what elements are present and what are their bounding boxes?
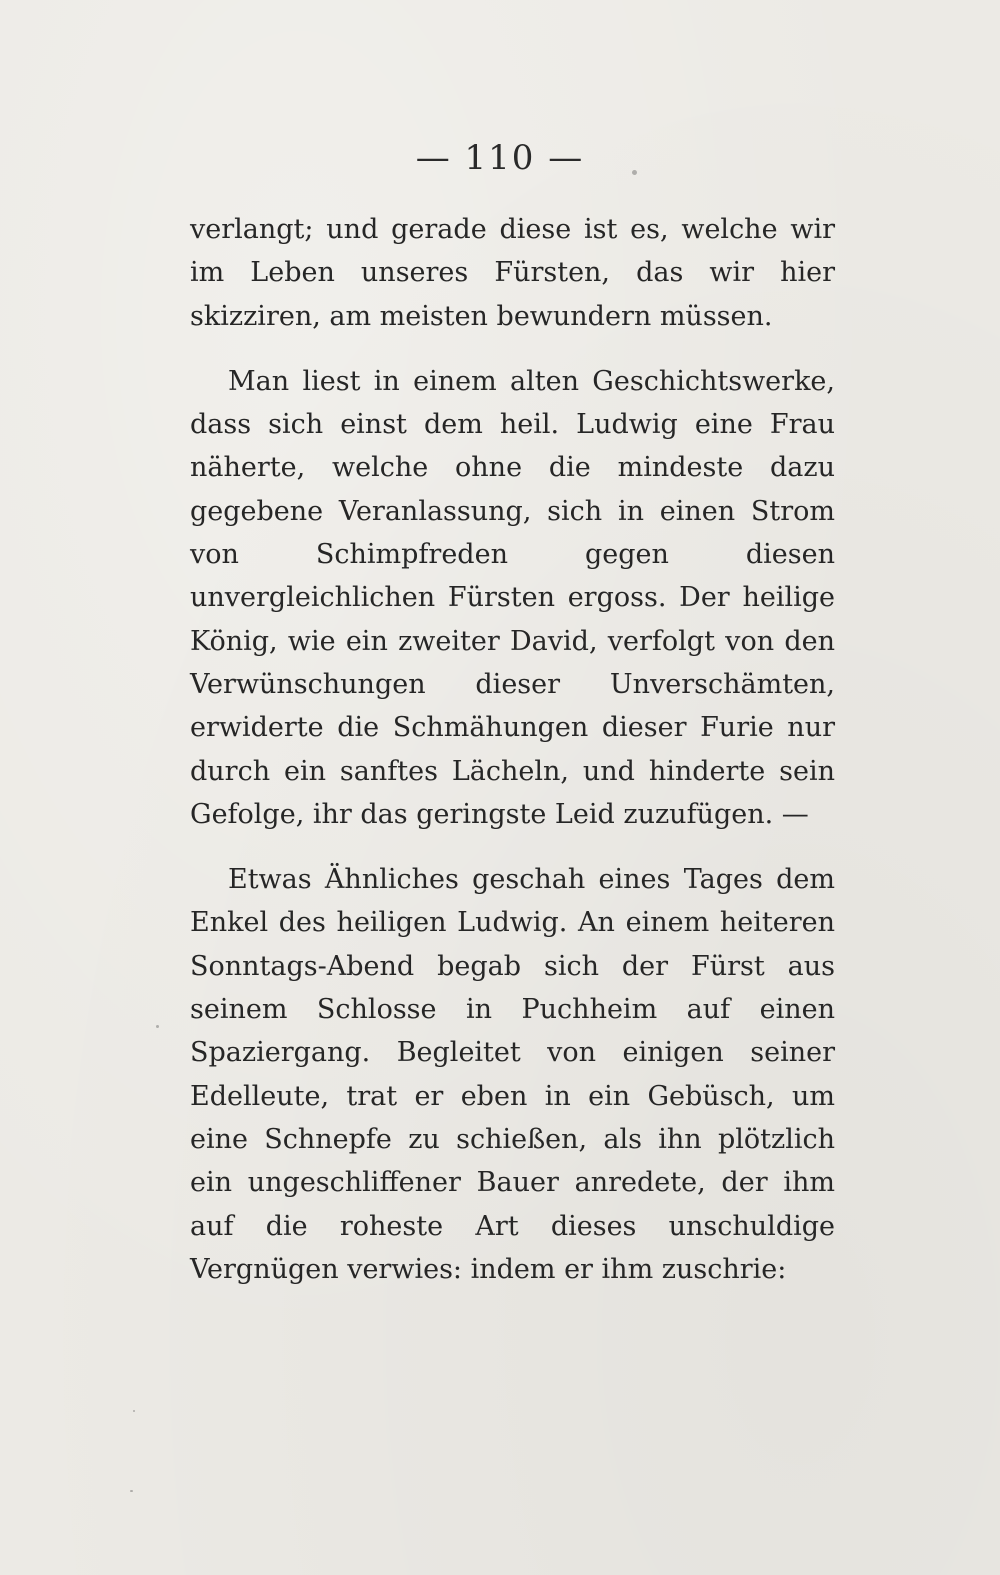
paper-speck xyxy=(130,1490,133,1492)
paragraph-2: Man liest in einem alten Geschichtswerke, dass sich einst dem heil. Ludwig eine Frau näherte, welche ohne die mindeste dazu gegebene Veranlassung, sich in einen Strom von Schimpfreden gegen diesen unvergleichlichen Fürsten ergoss. Der heilige König, wie ein zweiter David, verfolgt von den Verwünschungen dieser Unverschämten, erwiderte die Schmähungen dieser Furie nur durch ein sanftes Lächeln, und hinderte sein Gefolge, ihr das geringste Leid zuzufügen. — xyxy=(190,365,835,830)
paragraph-1: verlangt; und gerade diese ist es, welche wir im Leben unseres Fürsten, das wir hier skizziren, am meisten bewundern müssen. xyxy=(190,214,835,332)
body-text xyxy=(190,208,835,1291)
paper-speck xyxy=(632,170,637,175)
paper-speck xyxy=(133,1410,135,1412)
paper-speck xyxy=(156,1025,159,1028)
page-number: — 110 — xyxy=(415,138,585,178)
paragraph-3: Etwas Ähnliches geschah eines Tages dem Enkel des heiligen Ludwig. An einem heiteren Sonntags-Abend begab sich der Fürst aus seinem Schlosse in Puchheim auf einen Spaziergang. Begleitet von einigen seiner Edelleute, trat er eben in ein Gebüsch, um eine Schnepfe zu schießen, als ihn plötzlich ein ungeschliffener Bauer anredete, der ihm auf die roheste Art dieses unschuldige Vergnügen verwies: indem er ihm zuschrie: xyxy=(190,864,835,1285)
